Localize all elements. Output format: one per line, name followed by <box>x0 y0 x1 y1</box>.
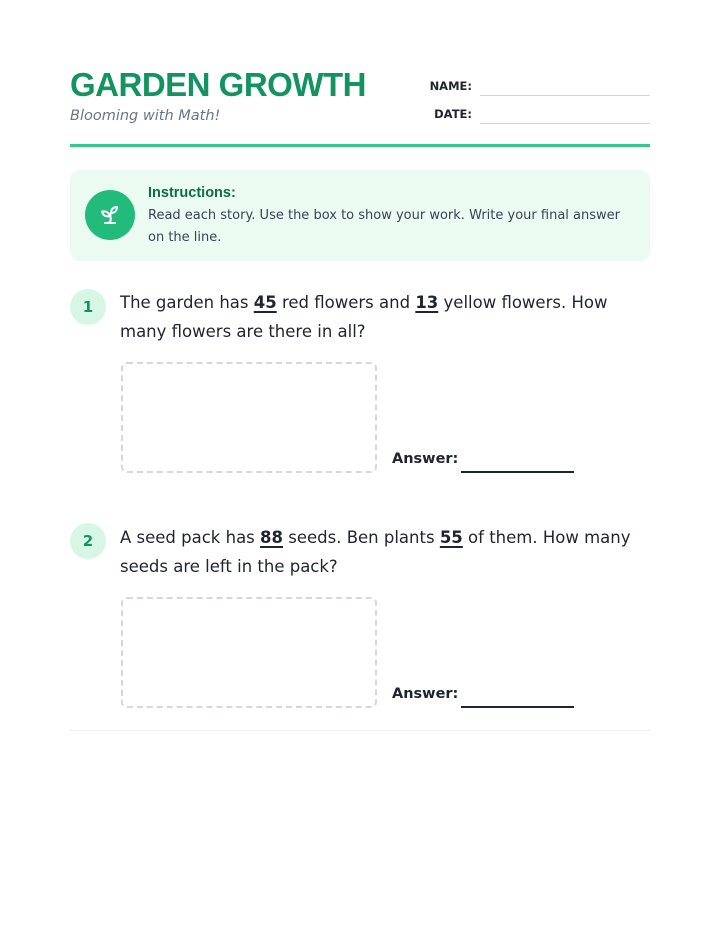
worksheet-title: GARDEN GROWTH <box>70 66 366 103</box>
name-field-line[interactable] <box>480 95 650 96</box>
question-number-badge: 2 <box>70 523 106 559</box>
highlighted-number: 13 <box>415 293 439 312</box>
date-field-line[interactable] <box>480 123 650 124</box>
answer-label: Answer: <box>392 686 459 702</box>
highlighted-number: 88 <box>260 528 283 547</box>
answer-line[interactable] <box>461 706 574 708</box>
question-number-badge: 1 <box>70 289 106 325</box>
header-divider <box>70 144 650 147</box>
date-label: DATE: <box>434 107 472 121</box>
answer-line[interactable] <box>461 471 574 473</box>
work-box[interactable] <box>121 597 377 708</box>
instructions-heading: Instructions: <box>148 185 236 201</box>
highlighted-number: 55 <box>439 528 463 547</box>
answer-label: Answer: <box>392 451 459 467</box>
worksheet-subtitle: Blooming with Math! <box>70 108 221 124</box>
instructions-text: Read each story. Use the box to show your work. Write your final answer on the line. <box>148 208 620 245</box>
instructions-panel <box>70 170 650 261</box>
question-text: The garden has 45 red flowers and 13 yellow flowers. How many flowers are there in all? <box>120 293 608 341</box>
question-text: A seed pack has 88 seeds. Ben plants 55 of them. How many seeds are left in the pack? <box>120 528 631 576</box>
sprout-icon <box>85 190 135 240</box>
name-label: NAME: <box>429 79 472 93</box>
work-box[interactable] <box>121 362 377 473</box>
highlighted-number: 45 <box>253 293 277 312</box>
question-divider <box>70 730 650 731</box>
